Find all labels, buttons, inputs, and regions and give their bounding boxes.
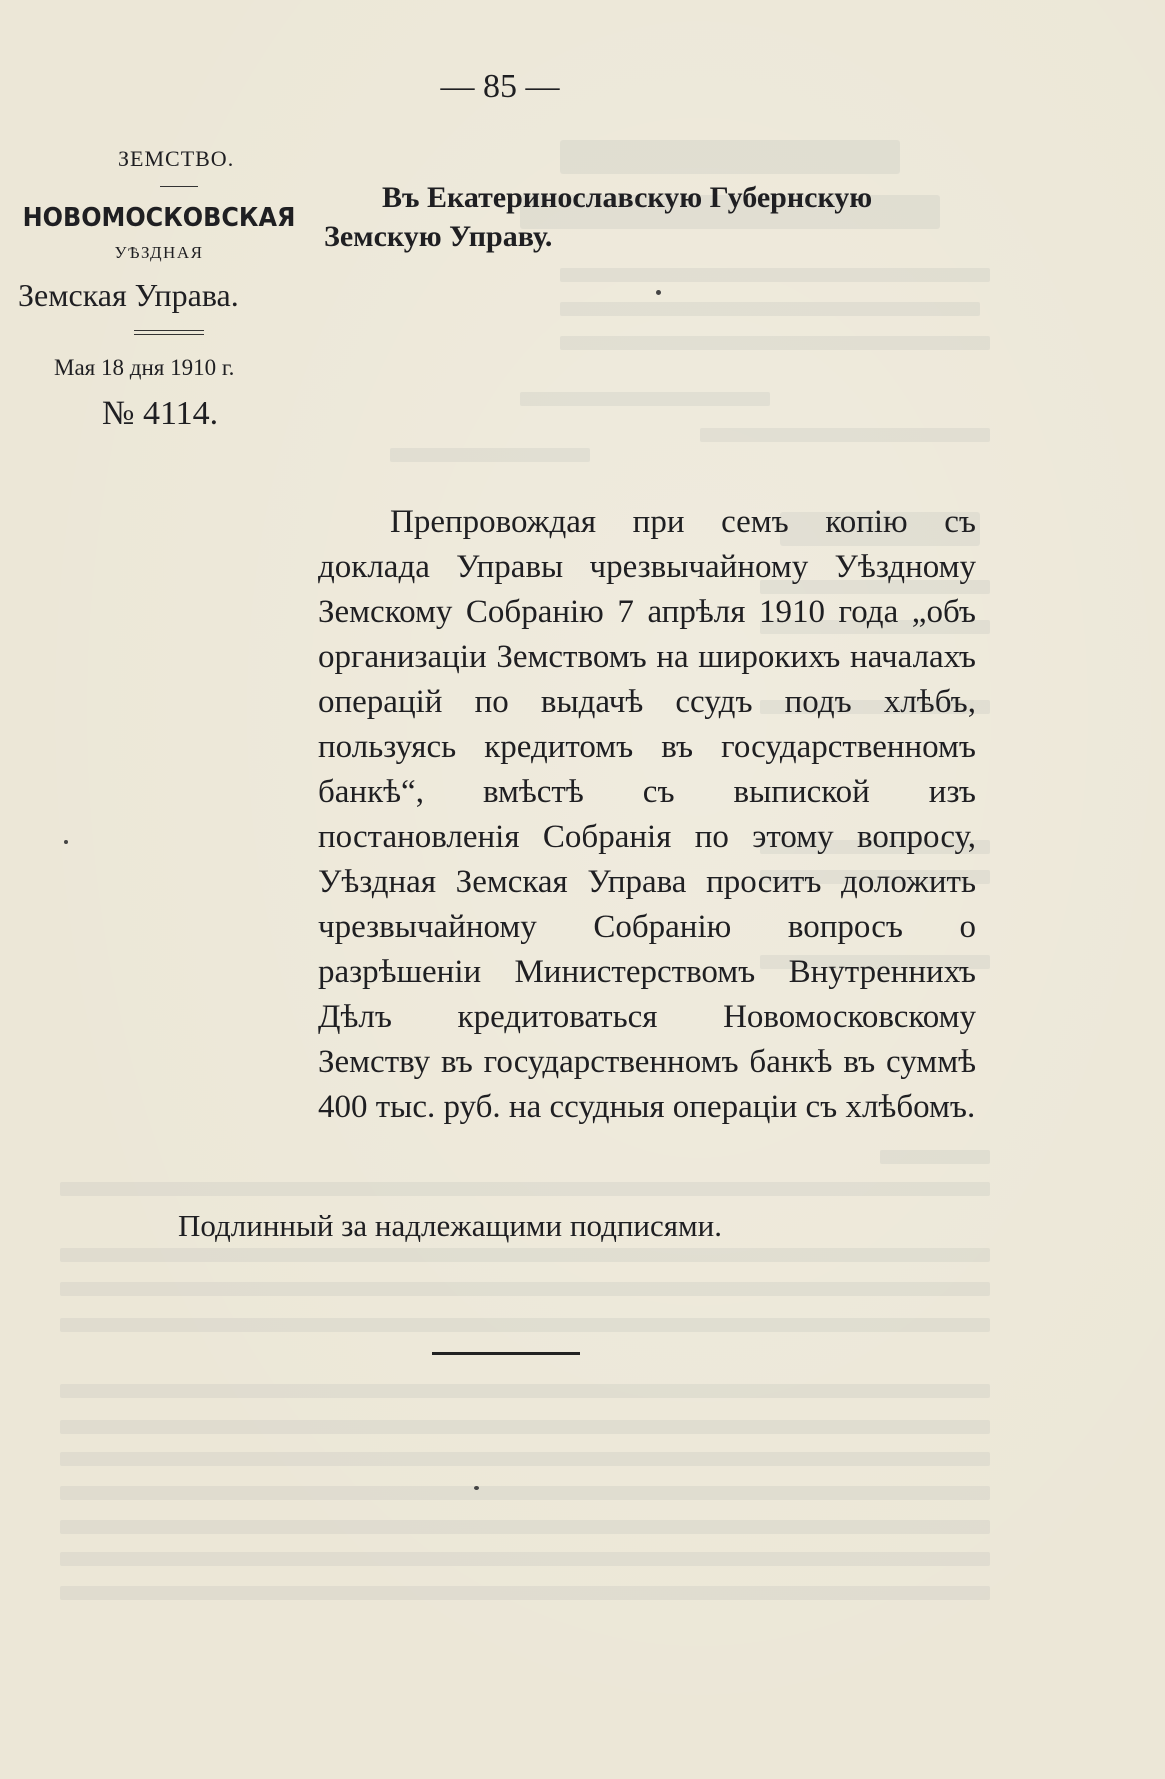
speck (474, 1486, 479, 1490)
zemstvo-label: ЗЕМСТВО. (118, 146, 235, 171)
sender-header (18, 146, 320, 433)
addressee-line-1: Въ Екатеринославскую Губернскую (382, 181, 873, 214)
addressee (324, 178, 1004, 256)
uezdnaya-label: УѢЗДНАЯ (114, 243, 204, 262)
document-date: Мая 18 дня 1910 г. (54, 355, 235, 380)
document-number: № 4114. (102, 395, 219, 432)
short-rule (160, 186, 198, 187)
district-name: НОВОМОСКОВСКАЯ (22, 203, 296, 233)
board-name: Земская Управа. (18, 277, 239, 313)
addressee-line-2: Земскую Управу. (324, 220, 553, 253)
speck (656, 290, 661, 295)
page-number: — 85 — (440, 68, 560, 105)
double-rule (134, 330, 204, 335)
speck (64, 840, 68, 844)
closing-line: Подлинный за надлежащими подписями. (178, 1208, 722, 1243)
body-paragraph: Препровождая при семъ копію съ доклада Управы чрезвычайному Уѣздному Земскому Собранію 7 апрѣля 1910 года „объ организаціи Земствомъ на широкихъ началахъ операцій по выдачѣ ссудъ подъ хлѣбъ, пользуясь кредитомъ въ государственномъ банкѣ“, вмѣстѣ съ выпиской изъ постановленія Собранія по этому вопросу, Уѣздная Земская Управа проситъ доложить чрезвычайному Собранію вопросъ о разрѣшеніи Министерствомъ Внутреннихъ Дѣлъ кредитоваться Новомосковскому Земству въ государственномъ банкѣ въ суммѣ 400 тыс. руб. на ссудныя операціи съ хлѣбомъ. (318, 504, 976, 1125)
end-rule (432, 1352, 580, 1355)
